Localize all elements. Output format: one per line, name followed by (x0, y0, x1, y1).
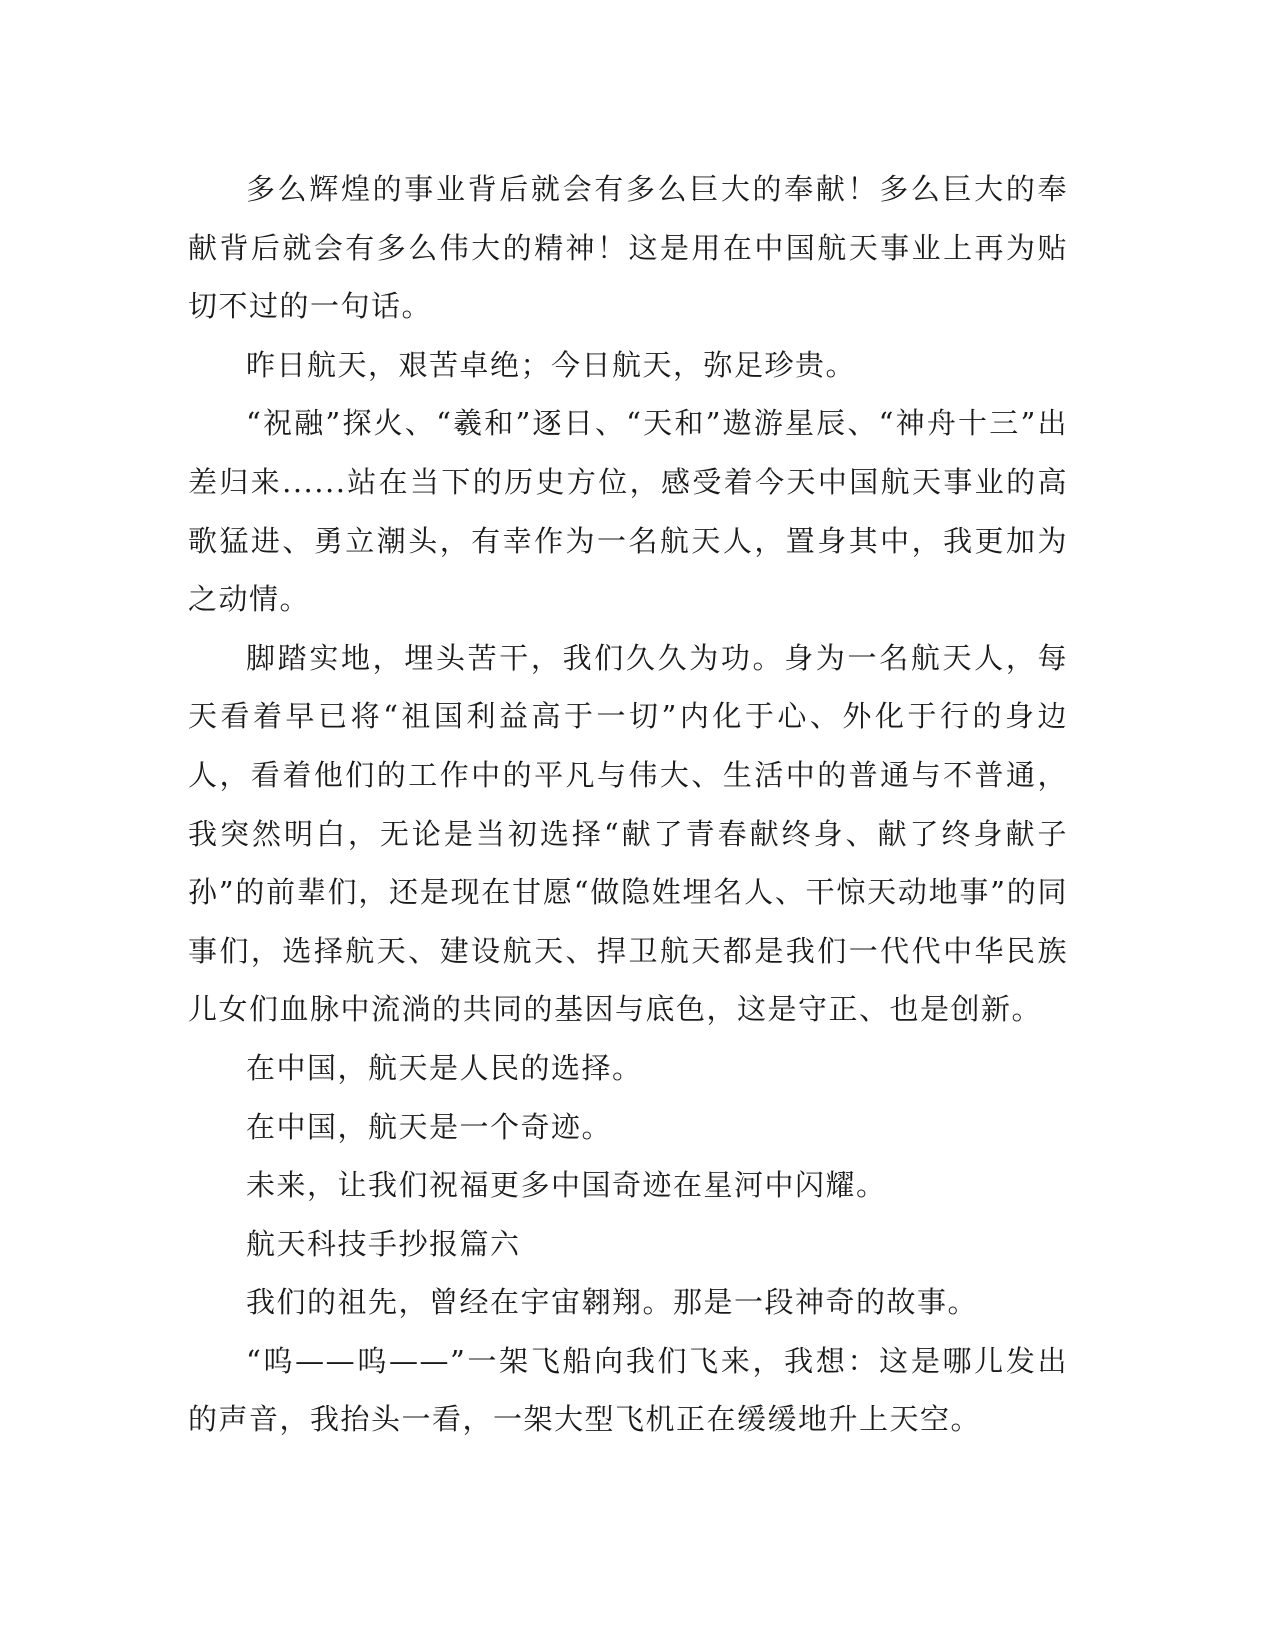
paragraph-1: 多么辉煌的事业背后就会有多么巨大的奉献！多么巨大的奉献背后就会有多么伟大的精神！这是用在中国航天事业上再为贴切不过的一句话。 (188, 172, 1068, 324)
paragraph-4: 脚踏实地，埋头苦干，我们久久为功。身为一名航天人，每天看着早已将“祖国利益高于一切”内化于心、外化于行的身边人，看着他们的工作中的平凡与伟大、生活中的普通与不普通，我突然明白，无论是当初选择“献了青春献终身、献了终身献子孙”的前辈们，还是现在甘愿“做隐姓埋名人、干惊天动地事”的同事们，选择航天、建设航天、捍卫航天都是我们一代代中华民族儿女们血脉中流淌的共同的基因与底色，这是守正、也是创新。 (188, 640, 1068, 1027)
paragraph-8: 我们的祖先，曾经在宇宙翱翔。那是一段神奇的故事。 (246, 1285, 979, 1320)
paragraph-5: 在中国，航天是人民的选择。 (246, 1050, 643, 1085)
paragraph-7: 未来，让我们祝福更多中国奇迹在星河中闪耀。 (246, 1168, 887, 1203)
paragraph-6: 在中国，航天是一个奇迹。 (246, 1109, 613, 1144)
paragraph-9: “呜——呜——”一架飞船向我们飞来，我想：这是哪儿发出的声音，我抬头一看，一架大型飞机正在缓缓地升上天空。 (188, 1343, 1068, 1437)
paragraph-2: 昨日航天，艰苦卓绝；今日航天，弥足珍贵。 (246, 347, 857, 382)
section-heading: 航天科技手抄报篇六 (246, 1226, 521, 1261)
paragraph-3: “祝融”探火、“羲和”逐日、“天和”遨游星辰、“神舟十三”出差归来......站在当下的历史方位，感受着今天中国航天事业的高歌猛进、勇立潮头，有幸作为一名航天人，置身其中，我更加为之动情。 (188, 406, 1068, 617)
document-body (188, 160, 1068, 1449)
